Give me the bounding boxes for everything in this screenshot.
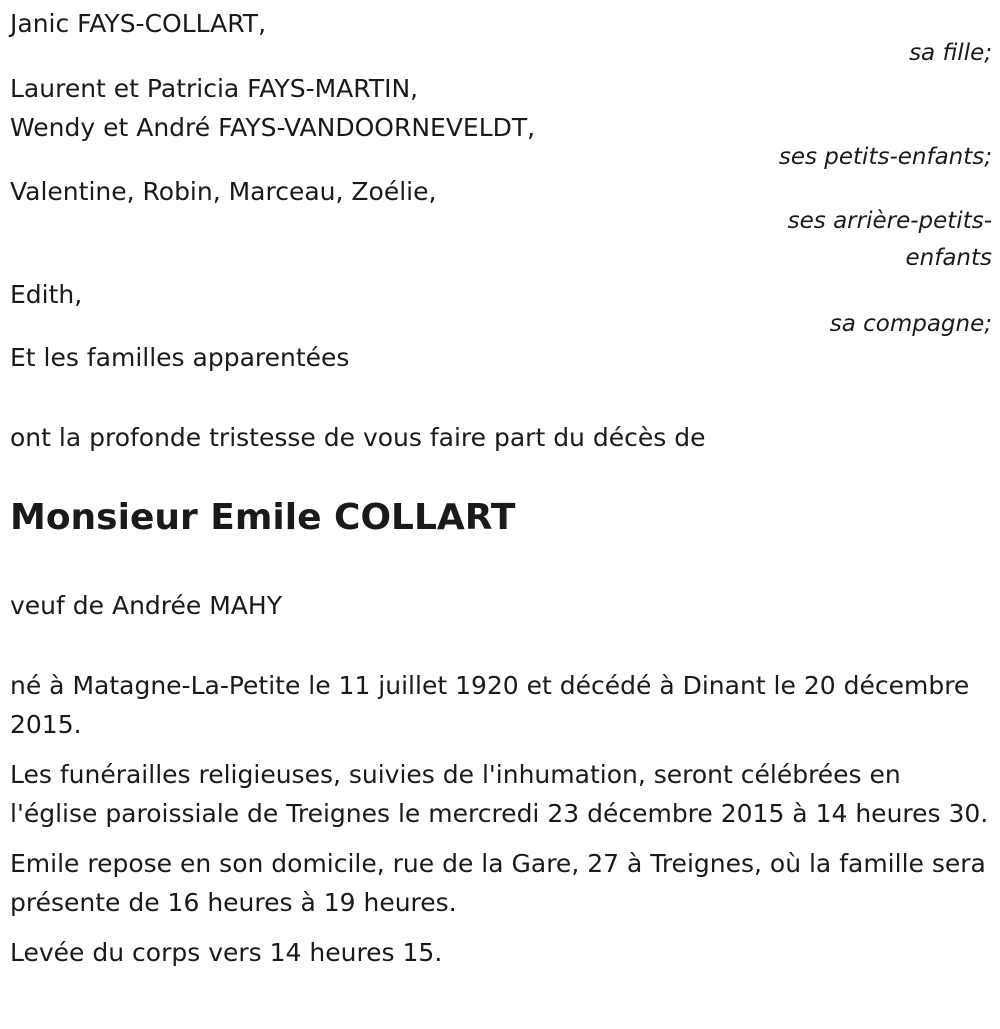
family-group-grandchildren (10, 69, 992, 176)
family-names: Edith, (10, 280, 83, 309)
relatives-line: Et les familles apparentées (10, 343, 350, 372)
announcement-line: ont la profonde tristesse de vous faire part du décès de (10, 423, 706, 452)
family-names: Wendy et André FAYS-VANDOORNEVELDT, (10, 113, 536, 142)
family-group-daughter (10, 4, 992, 72)
family-role: ses petits-enfants; (778, 144, 992, 170)
departure-paragraph: Levée du corps vers 14 heures 15. (10, 938, 443, 967)
family-role: sa fille; (909, 40, 992, 66)
family-group-companion (10, 275, 992, 343)
deceased-name: Monsieur Emile COLLART (10, 497, 516, 538)
family-role: sa compagne; (829, 311, 992, 337)
family-names: Laurent et Patricia FAYS-MARTIN, (10, 74, 419, 103)
visitation-paragraph: Emile repose en son domicile, rue de la Gare, 27 à Treignes, où la famille sera présente de 16 heures à 19 heures. (10, 849, 986, 917)
widower-line: veuf de Andrée MAHY (10, 591, 282, 620)
family-role: ses arrière-petits-enfants (787, 208, 992, 271)
family-names: Janic FAYS-COLLART, (10, 9, 267, 38)
funeral-paragraph: Les funérailles religieuses, suivies de l'inhumation, seront célébrées en l'église paroissiale de Treignes le mercredi 23 décembre 2015 à 14 heures 30. (10, 760, 989, 828)
family-names: Valentine, Robin, Marceau, Zoélie, (10, 177, 437, 206)
family-group-great-grandchildren (10, 172, 992, 277)
details-section (10, 666, 992, 972)
birth-death-paragraph: né à Matagne-La-Petite le 11 juillet 1920 et décédé à Dinant le 20 décembre 2015. (10, 671, 970, 739)
